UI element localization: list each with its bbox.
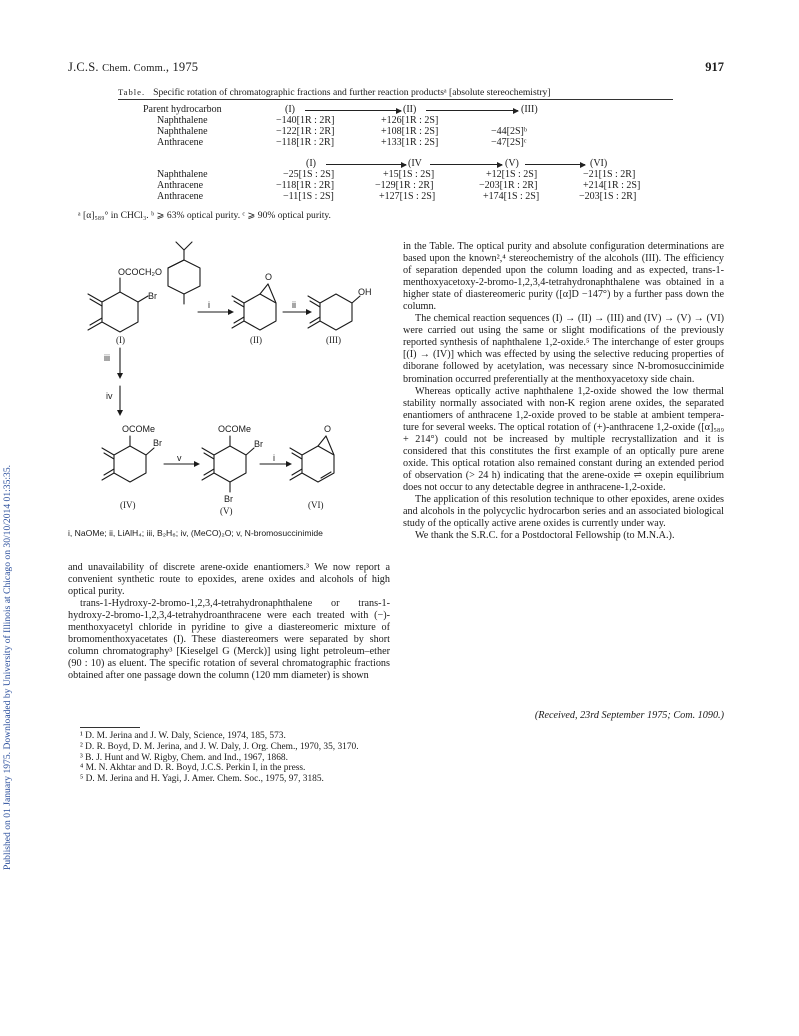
structure-I — [88, 242, 200, 332]
table-cell: +127[1S : 2S] — [379, 191, 436, 202]
table-caption-text: Specific rotation of chromatographic fractions and further reaction productsᵃ [absolute stereochemistry] — [153, 87, 551, 98]
arrow — [426, 110, 518, 111]
paragraph: in the Table. The optical purity and absolute configuration determinations are based upon the known²,⁴ stereochemistry of the alcohols (III). The efficiency of separation depended upon the column loading and as expected, trans-1-menthoxyacetoxy-2-bromo-1,2,3,4-tetrahydronaphthalene was obtained in a higher state of diastereomeric purity ([α]D −147°) by a further pass down the column. — [403, 241, 724, 313]
compound-label: (II) — [250, 335, 262, 345]
publication-note — [2, 150, 16, 870]
label-step-iv: iv — [106, 391, 113, 401]
right-column — [403, 241, 724, 542]
label-o: O — [324, 424, 332, 434]
arrow — [525, 164, 585, 165]
journal-year: , 1975 — [165, 60, 199, 74]
table-cell: −122[1R : 2R] — [276, 126, 335, 137]
table-cell: +15[1S : 2S] — [383, 169, 435, 180]
paragraph: and unavailability of discrete arene-oxide enantiomers.³ We now report a convenient synthetic route to epoxides, arene oxides and alcohols of high optical purity. — [68, 562, 390, 598]
reference-item: ⁴ M. N. Akhtar and D. R. Boyd, J.C.S. Perkin I, in the press. — [80, 763, 306, 774]
journal-title — [68, 60, 198, 75]
table-cell: +133[1R : 2S] — [381, 137, 439, 148]
table-cell: +126[1R : 2S] — [381, 115, 439, 126]
journal-prefix: J.C.S. — [68, 60, 103, 74]
compound-label: (I) — [116, 335, 125, 345]
label-br: Br — [224, 494, 233, 504]
row-header: Parent hydrocarbon — [143, 104, 222, 115]
table-block-1 — [143, 104, 703, 154]
row-name: Anthracene — [157, 180, 204, 191]
table-cell: −44[2S]ᵇ — [491, 126, 527, 137]
table-label: Table. — [118, 87, 146, 97]
compound-label: (IV) — [120, 500, 136, 510]
reaction-scheme — [68, 238, 388, 556]
table-cell: −11[1S : 2S] — [283, 191, 334, 202]
scheme-reagents: i, NaOMe; ii, LiAlH₄; iii, B₂H₆; iv, (MeCO)₂O; v, N-bromosuccinimide — [68, 528, 323, 538]
col-head-1: (I) — [306, 158, 316, 169]
label-step-i: i — [208, 300, 210, 310]
table-cell: +108[1R : 2S] — [381, 126, 439, 137]
table-cell: −47[2S]ᶜ — [491, 137, 527, 148]
references-rule — [80, 727, 140, 728]
table-cell: −203[1S : 2R] — [579, 191, 637, 202]
reference-item: ⁵ D. M. Jerina and H. Yagi, J. Amer. Chem. Soc., 1975, 97, 3185. — [80, 774, 324, 785]
label-oh: OH — [358, 287, 372, 297]
publication-note-text: Published on 01 January 1975. Downloaded by University of Illinois at Chicago on 30/10/2014 01:35:35. — [2, 464, 13, 870]
col-head-1: (I) — [285, 104, 295, 115]
col-head-4: (VI) — [590, 158, 608, 169]
label-br: Br — [254, 439, 263, 449]
table-block-2 — [143, 158, 703, 208]
table-cell: −140[1R : 2R] — [276, 115, 335, 126]
page-header — [68, 60, 724, 78]
paragraph: Whereas optically active naphthalene 1,2-oxide showed the low thermal stability normally associated with non-K region arene oxides, the separated enantiomers of anthracene 1,2-oxide proved to be stable at ambient temperature for several weeks. The optical rotation of (+)-anthracene 1,2-oxide ([α]₅₈₉ + 214°) could not be increased by multiple recrystallization and it is considered that this constitutes the first example of an optically pure arene oxide. This optical rotation also remained constant during an extended period of observation (> 24 h) indicating that the arene-oxide ⇌ oxepin equilibrium does not occur to any detectable degree in anthracene-1,2-oxide. — [403, 385, 724, 493]
structure-II — [232, 284, 276, 330]
row-name: Naphthalene — [157, 169, 208, 180]
label-step-i: i — [273, 453, 275, 463]
table-cell: −203[1R : 2R] — [479, 180, 538, 191]
structure-VI — [290, 436, 334, 482]
reference-item: ² D. R. Boyd, D. M. Jerina, and J. W. Daly, J. Org. Chem., 1970, 35, 3170. — [80, 741, 359, 752]
journal-small-caps: Chem. Comm. — [102, 63, 166, 74]
row-name: Naphthalene — [157, 126, 208, 137]
label-step-ii: ii — [292, 300, 296, 310]
compound-label: (V) — [220, 506, 233, 516]
label-step-v: v — [177, 453, 182, 463]
table-cell: −129[1R : 2R] — [375, 180, 434, 191]
label-step-iii: iii — [104, 353, 110, 363]
table-footnote: ᵃ [α]₅₈₉° in CHCl₃. ᵇ ⩾ 63% optical purity. ᶜ ⩾ 90% optical purity. — [78, 210, 331, 221]
row-name: Anthracene — [157, 137, 204, 148]
structure-IV — [102, 436, 154, 482]
label-ocome: OCOMe — [218, 424, 252, 434]
label-br: Br — [148, 291, 157, 301]
received-note: (Received, 23rd September 1975; Com. 1090.) — [534, 710, 724, 721]
label-o: O — [265, 272, 273, 282]
table-cell: −21[1S : 2R] — [583, 169, 636, 180]
label-ocome: OCOMe — [122, 424, 156, 434]
reference-item: ³ B. J. Hunt and W. Rigby, Chem. and Ind., 1967, 1868. — [80, 752, 288, 763]
table-caption — [118, 87, 551, 98]
structure-V — [202, 436, 254, 492]
arrow — [305, 110, 401, 111]
paragraph: We thank the S.R.C. for a Postdoctoral Fellowship (to M.N.A.). — [415, 530, 675, 542]
page-number: 917 — [705, 60, 724, 74]
col-head-3: (III) — [521, 104, 538, 115]
row-name: Anthracene — [157, 191, 204, 202]
table-cell: +214[1R : 2S] — [583, 180, 641, 191]
structure-III — [308, 294, 360, 330]
table-top-rule — [118, 99, 673, 100]
table-cell: −118[1R : 2R] — [276, 180, 335, 191]
table-cell: +12[1S : 2S] — [486, 169, 538, 180]
table-cell: +174[1S : 2S] — [483, 191, 540, 202]
references — [80, 731, 359, 785]
label-br: Br — [153, 438, 162, 448]
col-head-2: (IV — [408, 158, 422, 169]
arrow — [430, 164, 502, 165]
compound-label: (III) — [326, 335, 341, 345]
paragraph: The chemical reaction sequences (I) → (II) → (III) and (IV) → (V) → (VI) were carried out using the same or slight modifications of the previously reported synthesis of naphthalene 1,2-oxide.⁵ The interchange of ester groups [(I) → (IV)] which was effected by using the selective reducing properties of diborane followed by acetylation, was necessary since N-bromosuccinimide bromination occurred preferentially at the menthoxyacetoxy side chain. — [403, 313, 724, 385]
row-name: Naphthalene — [157, 115, 208, 126]
arrow — [326, 164, 406, 165]
table-cell: −118[1R : 2R] — [276, 137, 335, 148]
reference-item: ¹ D. M. Jerina and J. W. Daly, Science, 1974, 185, 573. — [80, 731, 286, 741]
col-head-3: (V) — [505, 158, 519, 169]
compound-label: (VI) — [308, 500, 324, 510]
table-cell: −25[1S : 2S] — [283, 169, 335, 180]
paragraph: The application of this resolution technique to other epoxides, arene oxides and alcohols in the polycyclic hydrocarbon series and an associated biological study of the optically active arene oxides is currently under way. — [403, 493, 724, 530]
label-ococh2o: OCOCH₂O — [118, 267, 162, 277]
col-head-2: (II) — [403, 104, 417, 115]
left-column — [68, 562, 390, 682]
paragraph: trans-1-Hydroxy-2-bromo-1,2,3,4-tetrahydronaphthalene or trans-1-hydroxy-2-bromo-1,2,3,4-tetrahydroanthracene were each treated with (−)-menthoxyacetyl chloride in pyridine to give a diastereomeric mixture of bromomenthoxyacetates (I). These diastereomers were separated by short column chromatography³ [Kieselgel G (Merck)] using light petroleum–ether (90 : 10) as eluent. The specific rotation of several chromatographic fractions obtained after one passage down the column (120 mm diameter) is shown — [68, 598, 390, 682]
